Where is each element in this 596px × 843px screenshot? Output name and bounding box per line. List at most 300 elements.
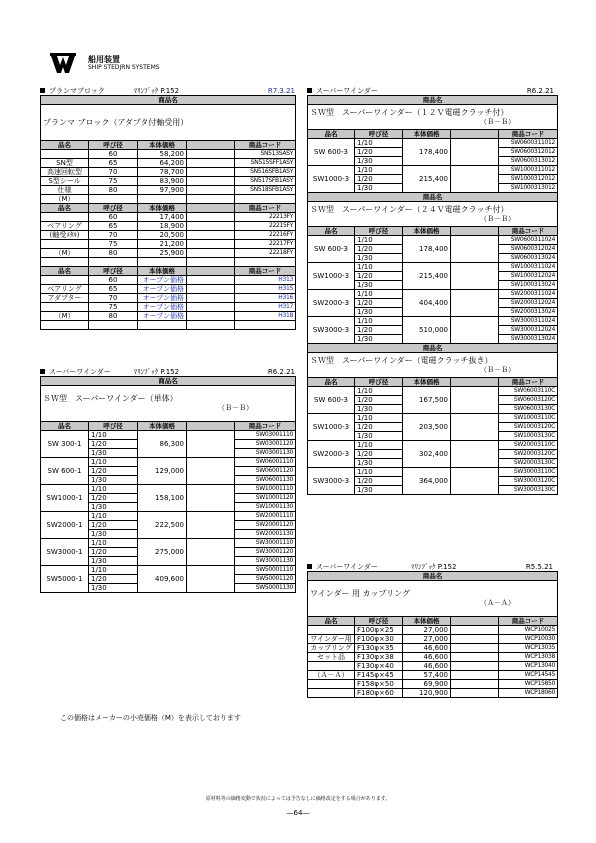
price-cell: オープン価格	[138, 303, 187, 312]
diameter-cell: 60	[89, 150, 138, 159]
column-header: 品名	[41, 141, 89, 150]
ratio-cell: 1/10	[355, 139, 403, 148]
price-cell: 275,000	[138, 539, 187, 566]
price-cell: 167,500	[403, 387, 451, 414]
product-subtitle: （Ｂ－Ｂ）	[218, 404, 254, 412]
item-label: S型シール	[41, 177, 89, 186]
price-cell: 215,400	[403, 263, 451, 290]
product-code-cell: SW06003120C	[499, 396, 558, 405]
ratio-cell: 1/30	[355, 281, 403, 290]
item-label	[41, 258, 89, 267]
product-name	[308, 202, 558, 227]
ratio-cell: 1/30	[89, 557, 138, 566]
ratio-cell: 1/30	[355, 432, 403, 441]
bullet-square-icon	[307, 564, 312, 569]
brand-name-en: SHIP STEDJRN SYSTEMS	[88, 64, 160, 71]
column-header: 呼び径	[89, 422, 138, 431]
item-label: （M）	[41, 249, 89, 258]
price-cell: 178,400	[403, 236, 451, 263]
column-header: 商品コード	[235, 141, 296, 150]
blank-cell	[451, 290, 499, 317]
blank-cell	[187, 258, 235, 267]
product-code-cell: 22217FY	[235, 240, 296, 249]
column-header: 商品コード	[499, 617, 558, 626]
product-code-cell: H316	[235, 294, 296, 303]
ratio-cell: 1/10	[355, 290, 403, 299]
table-row	[41, 177, 296, 186]
product-code-cell: SW50001130	[235, 584, 296, 593]
blank-cell	[187, 159, 235, 168]
price-cell: 27,000	[403, 635, 451, 644]
product-code-cell: WCP13038	[499, 653, 558, 662]
table-row	[41, 321, 296, 330]
table-row	[308, 680, 558, 689]
product-subtitle: （Ｂ－Ｂ）	[480, 117, 516, 126]
column-header: 本体価格	[138, 204, 187, 213]
ratio-cell: 1/30	[89, 530, 138, 539]
ratio-cell: 1/10	[355, 468, 403, 477]
diameter-cell: 80	[89, 186, 138, 195]
size-cell: F100φ×30	[355, 635, 403, 644]
model-name-cell: SW1000-3	[308, 414, 355, 441]
ratio-cell: 1/30	[355, 335, 403, 344]
product-code-cell: 22218FY	[235, 249, 296, 258]
product-code-cell: SN518SFB1ASY	[235, 186, 296, 195]
diameter-cell: 60	[89, 276, 138, 285]
product-subtitle: （Ａ－Ａ）	[480, 599, 516, 607]
table-row	[41, 168, 296, 177]
price-cell: 69,900	[403, 680, 451, 689]
size-cell: F130φ×38	[355, 653, 403, 662]
table-row	[308, 166, 558, 175]
item-label: ワインダー用	[308, 635, 355, 644]
model-name-cell: SW1000-1	[41, 485, 89, 512]
product-code-cell: SW06001110	[235, 458, 296, 467]
item-label: （M）	[41, 312, 89, 321]
blank-cell	[451, 653, 499, 662]
disclaimer: 原材料等の価格変動で状況によっては予告なしに価格改定をする場合があります。	[205, 796, 391, 802]
table-row	[308, 414, 558, 423]
price-cell: 203,500	[403, 414, 451, 441]
column-header: 呼び径	[89, 141, 138, 150]
table-row	[41, 276, 296, 285]
table-row	[308, 671, 558, 680]
product-code-cell: SW30003120C	[499, 477, 558, 486]
blank-cell	[451, 635, 499, 644]
product-code-cell: WCP14545	[499, 671, 558, 680]
product-code-cell: H315	[235, 285, 296, 294]
table-row	[308, 626, 558, 635]
table-row	[41, 294, 296, 303]
price-cell: 64,200	[138, 159, 187, 168]
product-code-cell: H318	[235, 312, 296, 321]
table-row	[41, 150, 296, 159]
table-row	[41, 258, 296, 267]
table-row	[41, 539, 296, 548]
product-code-cell	[235, 321, 296, 330]
size-cell: F100φ×25	[355, 626, 403, 635]
table-row	[41, 186, 296, 195]
price-cell: 510,000	[403, 317, 451, 344]
column-header-row	[41, 267, 296, 276]
item-label: 高速回転型	[41, 168, 89, 177]
price-cell: 302,400	[403, 441, 451, 468]
ratio-cell: 1/30	[355, 184, 403, 193]
product-name	[308, 105, 558, 130]
product-name-row	[308, 202, 558, 227]
ratio-cell: 1/10	[355, 263, 403, 272]
table-row	[308, 635, 558, 644]
model-name-cell: SW 600-3	[308, 139, 355, 166]
section-date: R6.2.21	[526, 86, 554, 95]
table-row	[41, 431, 296, 440]
ratio-cell: 1/20	[355, 299, 403, 308]
product-code-cell: SW10001120	[235, 494, 296, 503]
ratio-cell: 1/10	[355, 414, 403, 423]
diameter-cell: 60	[89, 213, 138, 222]
diameter-cell	[89, 195, 138, 204]
ratio-cell: 1/10	[89, 431, 138, 440]
item-label	[308, 662, 355, 671]
product-code-cell: SW10001110	[235, 485, 296, 494]
product-code-cell: SW2000313024	[499, 308, 558, 317]
blank-cell	[187, 231, 235, 240]
blank-cell	[187, 321, 235, 330]
blank-cell	[451, 468, 499, 495]
item-label	[308, 680, 355, 689]
product-code-cell: WCP13035	[499, 644, 558, 653]
product-code-cell: SW20001110	[235, 512, 296, 521]
product-header: 商品名	[308, 193, 558, 202]
diameter-cell: 70	[89, 231, 138, 240]
blank-cell	[451, 139, 499, 166]
table-row	[41, 312, 296, 321]
table-row	[308, 662, 558, 671]
column-header: 品名	[41, 267, 89, 276]
product-code-cell	[235, 258, 296, 267]
column-header: 本体価格	[138, 422, 187, 431]
column-header: 本体価格	[138, 267, 187, 276]
ratio-cell: 1/20	[355, 148, 403, 157]
product-name	[308, 581, 558, 617]
section-ref: ﾏﾘﾝﾌﾞｯｸ P.152	[133, 86, 180, 95]
table-row	[41, 566, 296, 575]
column-header: 品名	[41, 204, 89, 213]
product-name-row	[41, 386, 296, 422]
table-row	[308, 139, 558, 148]
column-header-row	[41, 141, 296, 150]
product-header-row	[41, 96, 296, 105]
bullet-square-icon	[307, 88, 312, 93]
product-code-cell: WCP10025	[499, 626, 558, 635]
section-header-coupling	[307, 562, 557, 571]
section-date: R7.3.21	[267, 86, 295, 95]
diameter-cell	[89, 321, 138, 330]
product-header: 商品名	[308, 344, 558, 353]
diameter-cell: 70	[89, 294, 138, 303]
diameter-cell: 80	[89, 312, 138, 321]
size-cell: F180φ×60	[355, 689, 403, 698]
section-ref: ﾏﾘﾝﾌﾞｯｸ P.152	[411, 562, 457, 571]
ratio-cell: 1/30	[355, 459, 403, 468]
price-cell: 46,600	[403, 644, 451, 653]
product-code-cell: SW30001120	[235, 548, 296, 557]
ratio-cell: 1/30	[89, 503, 138, 512]
product-code-cell: SW06003110C	[499, 387, 558, 396]
model-name-cell: SW 600-1	[41, 458, 89, 485]
price-cell: オープン価格	[138, 276, 187, 285]
product-name-row	[308, 353, 558, 378]
item-label: アダプター	[41, 294, 89, 303]
blank-cell	[451, 414, 499, 441]
ratio-cell: 1/20	[89, 494, 138, 503]
table-row	[41, 249, 296, 258]
item-label: (軸受ﾒﾀﾙ)	[41, 231, 89, 240]
price-cell: オープン価格	[138, 294, 187, 303]
model-name-cell: SW 600-3	[308, 236, 355, 263]
blank-cell	[187, 240, 235, 249]
product-code-cell: SW1000312012	[499, 175, 558, 184]
table-row	[41, 458, 296, 467]
product-header-row	[308, 193, 558, 202]
product-code-cell: WCP10030	[499, 635, 558, 644]
blank-cell	[451, 263, 499, 290]
ratio-cell: 1/20	[355, 175, 403, 184]
product-code-cell: SW30001110	[235, 539, 296, 548]
ratio-cell: 1/10	[89, 566, 138, 575]
product-name-text: ＳＷ型 スーパーワインダー（電磁クラッチ抜き）	[310, 355, 493, 365]
price-cell	[138, 321, 187, 330]
column-header	[187, 267, 235, 276]
price-cell: 404,400	[403, 290, 451, 317]
product-name-row	[308, 105, 558, 130]
product-code-cell: SW1000311024	[499, 263, 558, 272]
product-code-cell: SW50001120	[235, 575, 296, 584]
product-code-cell: SW06001120	[235, 467, 296, 476]
column-header: 本体価格	[403, 227, 451, 236]
ratio-cell: 1/10	[89, 458, 138, 467]
blank-cell	[187, 249, 235, 258]
table-row	[41, 231, 296, 240]
item-label	[41, 321, 89, 330]
column-header: 商品コード	[499, 227, 558, 236]
ratio-cell: 1/30	[355, 405, 403, 414]
item-label	[41, 303, 89, 312]
section-ref: ﾏﾘﾝﾌﾞｯｸ P.152	[133, 367, 180, 376]
table-row	[41, 159, 296, 168]
table-row	[41, 195, 296, 204]
blank-cell	[451, 662, 499, 671]
blank-cell	[187, 566, 235, 593]
blank-cell	[187, 431, 235, 458]
ratio-cell: 1/30	[355, 157, 403, 166]
column-header: 呼び径	[89, 267, 138, 276]
item-label: 仕様	[41, 186, 89, 195]
column-header: 本体価格	[403, 130, 451, 139]
product-code-cell: 22216FY	[235, 231, 296, 240]
product-code-cell: SW10003120C	[499, 423, 558, 432]
column-header: 本体価格	[138, 141, 187, 150]
product-code-cell: WCP13040	[499, 662, 558, 671]
ratio-cell: 1/10	[355, 317, 403, 326]
column-header: 商品コード	[235, 422, 296, 431]
column-header	[187, 422, 235, 431]
blank-cell	[451, 317, 499, 344]
price-cell: 178,400	[403, 139, 451, 166]
item-label	[41, 276, 89, 285]
ratio-cell: 1/10	[89, 512, 138, 521]
diameter-cell: 65	[89, 285, 138, 294]
blank-cell	[187, 213, 235, 222]
column-header: 品名	[308, 378, 355, 387]
diameter-cell: 65	[89, 159, 138, 168]
product-header-row	[308, 96, 558, 105]
column-header-row	[308, 227, 558, 236]
product-code-cell: H317	[235, 303, 296, 312]
price-cell: 58,200	[138, 150, 187, 159]
product-code-cell: SN517SFB1ASY	[235, 177, 296, 186]
table-row	[308, 689, 558, 698]
blank-cell	[451, 441, 499, 468]
product-code-cell: SW06001130	[235, 476, 296, 485]
product-code-cell: SN516SFB1ASY	[235, 168, 296, 177]
price-cell: 21,200	[138, 240, 187, 249]
price-cell: オープン価格	[138, 285, 187, 294]
column-header: 商品コード	[235, 267, 296, 276]
price-cell: 18,900	[138, 222, 187, 231]
blank-cell	[451, 689, 499, 698]
product-header-row	[308, 572, 558, 581]
section-date: R6.2.21	[267, 367, 295, 376]
column-header: 本体価格	[403, 617, 451, 626]
model-name-cell: SW2000-3	[308, 441, 355, 468]
item-label	[41, 150, 89, 159]
section-header-sw-single	[40, 367, 295, 376]
ratio-cell: 1/20	[89, 467, 138, 476]
section-title: スーパーワインダー	[316, 86, 378, 95]
ratio-cell: 1/20	[355, 396, 403, 405]
blank-cell	[187, 312, 235, 321]
ratio-cell: 1/10	[355, 387, 403, 396]
price-cell: 120,900	[403, 689, 451, 698]
table-row	[41, 240, 296, 249]
product-name-row	[41, 105, 296, 141]
price-cell: 129,000	[138, 458, 187, 485]
diameter-cell: 80	[89, 249, 138, 258]
table-row	[41, 285, 296, 294]
ratio-cell: 1/20	[355, 245, 403, 254]
ratio-cell: 1/30	[89, 449, 138, 458]
price-cell: オープン価格	[138, 312, 187, 321]
section-title: スーパーワインダー	[316, 562, 378, 571]
product-code-cell: SW2000311024	[499, 290, 558, 299]
section-header-plasma	[40, 86, 295, 95]
table-row	[308, 441, 558, 450]
product-code-cell: SW20003120C	[499, 450, 558, 459]
price-cell: 158,100	[138, 485, 187, 512]
product-name	[41, 386, 296, 422]
ratio-cell: 1/20	[355, 450, 403, 459]
column-header-row	[41, 422, 296, 431]
ratio-cell: 1/20	[355, 423, 403, 432]
price-cell: 83,900	[138, 177, 187, 186]
model-name-cell: SW2000-1	[41, 512, 89, 539]
product-code-cell: SN513SASY	[235, 150, 296, 159]
blank-cell	[187, 303, 235, 312]
item-label: （M）	[41, 195, 89, 204]
product-header: 商品名	[308, 572, 558, 581]
column-header	[451, 130, 499, 139]
product-code-cell: 22215FY	[235, 222, 296, 231]
diameter-cell: 70	[89, 168, 138, 177]
table-row	[308, 468, 558, 477]
product-code-cell: SW0600313024	[499, 254, 558, 263]
price-cell: 46,600	[403, 662, 451, 671]
model-name-cell: SW2000-3	[308, 290, 355, 317]
column-header	[451, 227, 499, 236]
product-header: 商品名	[308, 96, 558, 105]
table-row	[41, 485, 296, 494]
size-cell: F130φ×40	[355, 662, 403, 671]
ratio-cell: 1/30	[89, 584, 138, 593]
product-code-cell: SW30001130	[235, 557, 296, 566]
model-name-cell: SW3000-3	[308, 468, 355, 495]
table-row	[308, 290, 558, 299]
blank-cell	[451, 671, 499, 680]
brand-name-jp: 船用装置	[88, 55, 120, 64]
product-code-cell: SW1000311012	[499, 166, 558, 175]
column-header: 呼び径	[89, 204, 138, 213]
blank-cell	[451, 626, 499, 635]
product-code-cell: SW20001130	[235, 530, 296, 539]
ratio-cell: 1/20	[89, 548, 138, 557]
product-header-row	[41, 377, 296, 386]
product-code-cell: SW30003130C	[499, 486, 558, 495]
column-header: 呼び径	[355, 617, 403, 626]
column-header: 商品コード	[499, 130, 558, 139]
ratio-cell: 1/10	[89, 485, 138, 494]
price-cell: 86,300	[138, 431, 187, 458]
item-label: セット品	[308, 653, 355, 662]
product-name	[41, 105, 296, 141]
item-label: （Ａ－Ａ）	[308, 671, 355, 680]
price-cell: 27,000	[403, 626, 451, 635]
coupling-table	[307, 571, 558, 698]
product-code-cell: SW0600313012	[499, 157, 558, 166]
price-cell: 409,600	[138, 566, 187, 593]
blank-cell	[187, 168, 235, 177]
product-code-cell: SN515SFF1ASY	[235, 159, 296, 168]
item-label: SN型	[41, 159, 89, 168]
model-name-cell: SW3000-3	[308, 317, 355, 344]
size-cell: F145φ×45	[355, 671, 403, 680]
column-header: 品名	[308, 227, 355, 236]
column-header	[187, 204, 235, 213]
table-row	[308, 263, 558, 272]
price-cell	[138, 195, 187, 204]
table-row	[308, 387, 558, 396]
price-cell: 97,900	[138, 186, 187, 195]
size-cell: F130φ×35	[355, 644, 403, 653]
blank-cell	[187, 458, 235, 485]
product-code-cell: SW20003130C	[499, 459, 558, 468]
price-cell: 17,400	[138, 213, 187, 222]
blank-cell	[187, 285, 235, 294]
item-label	[41, 240, 89, 249]
blank-cell	[451, 387, 499, 414]
sw-single-table	[40, 376, 296, 593]
product-code-cell: SW1000313012	[499, 184, 558, 193]
